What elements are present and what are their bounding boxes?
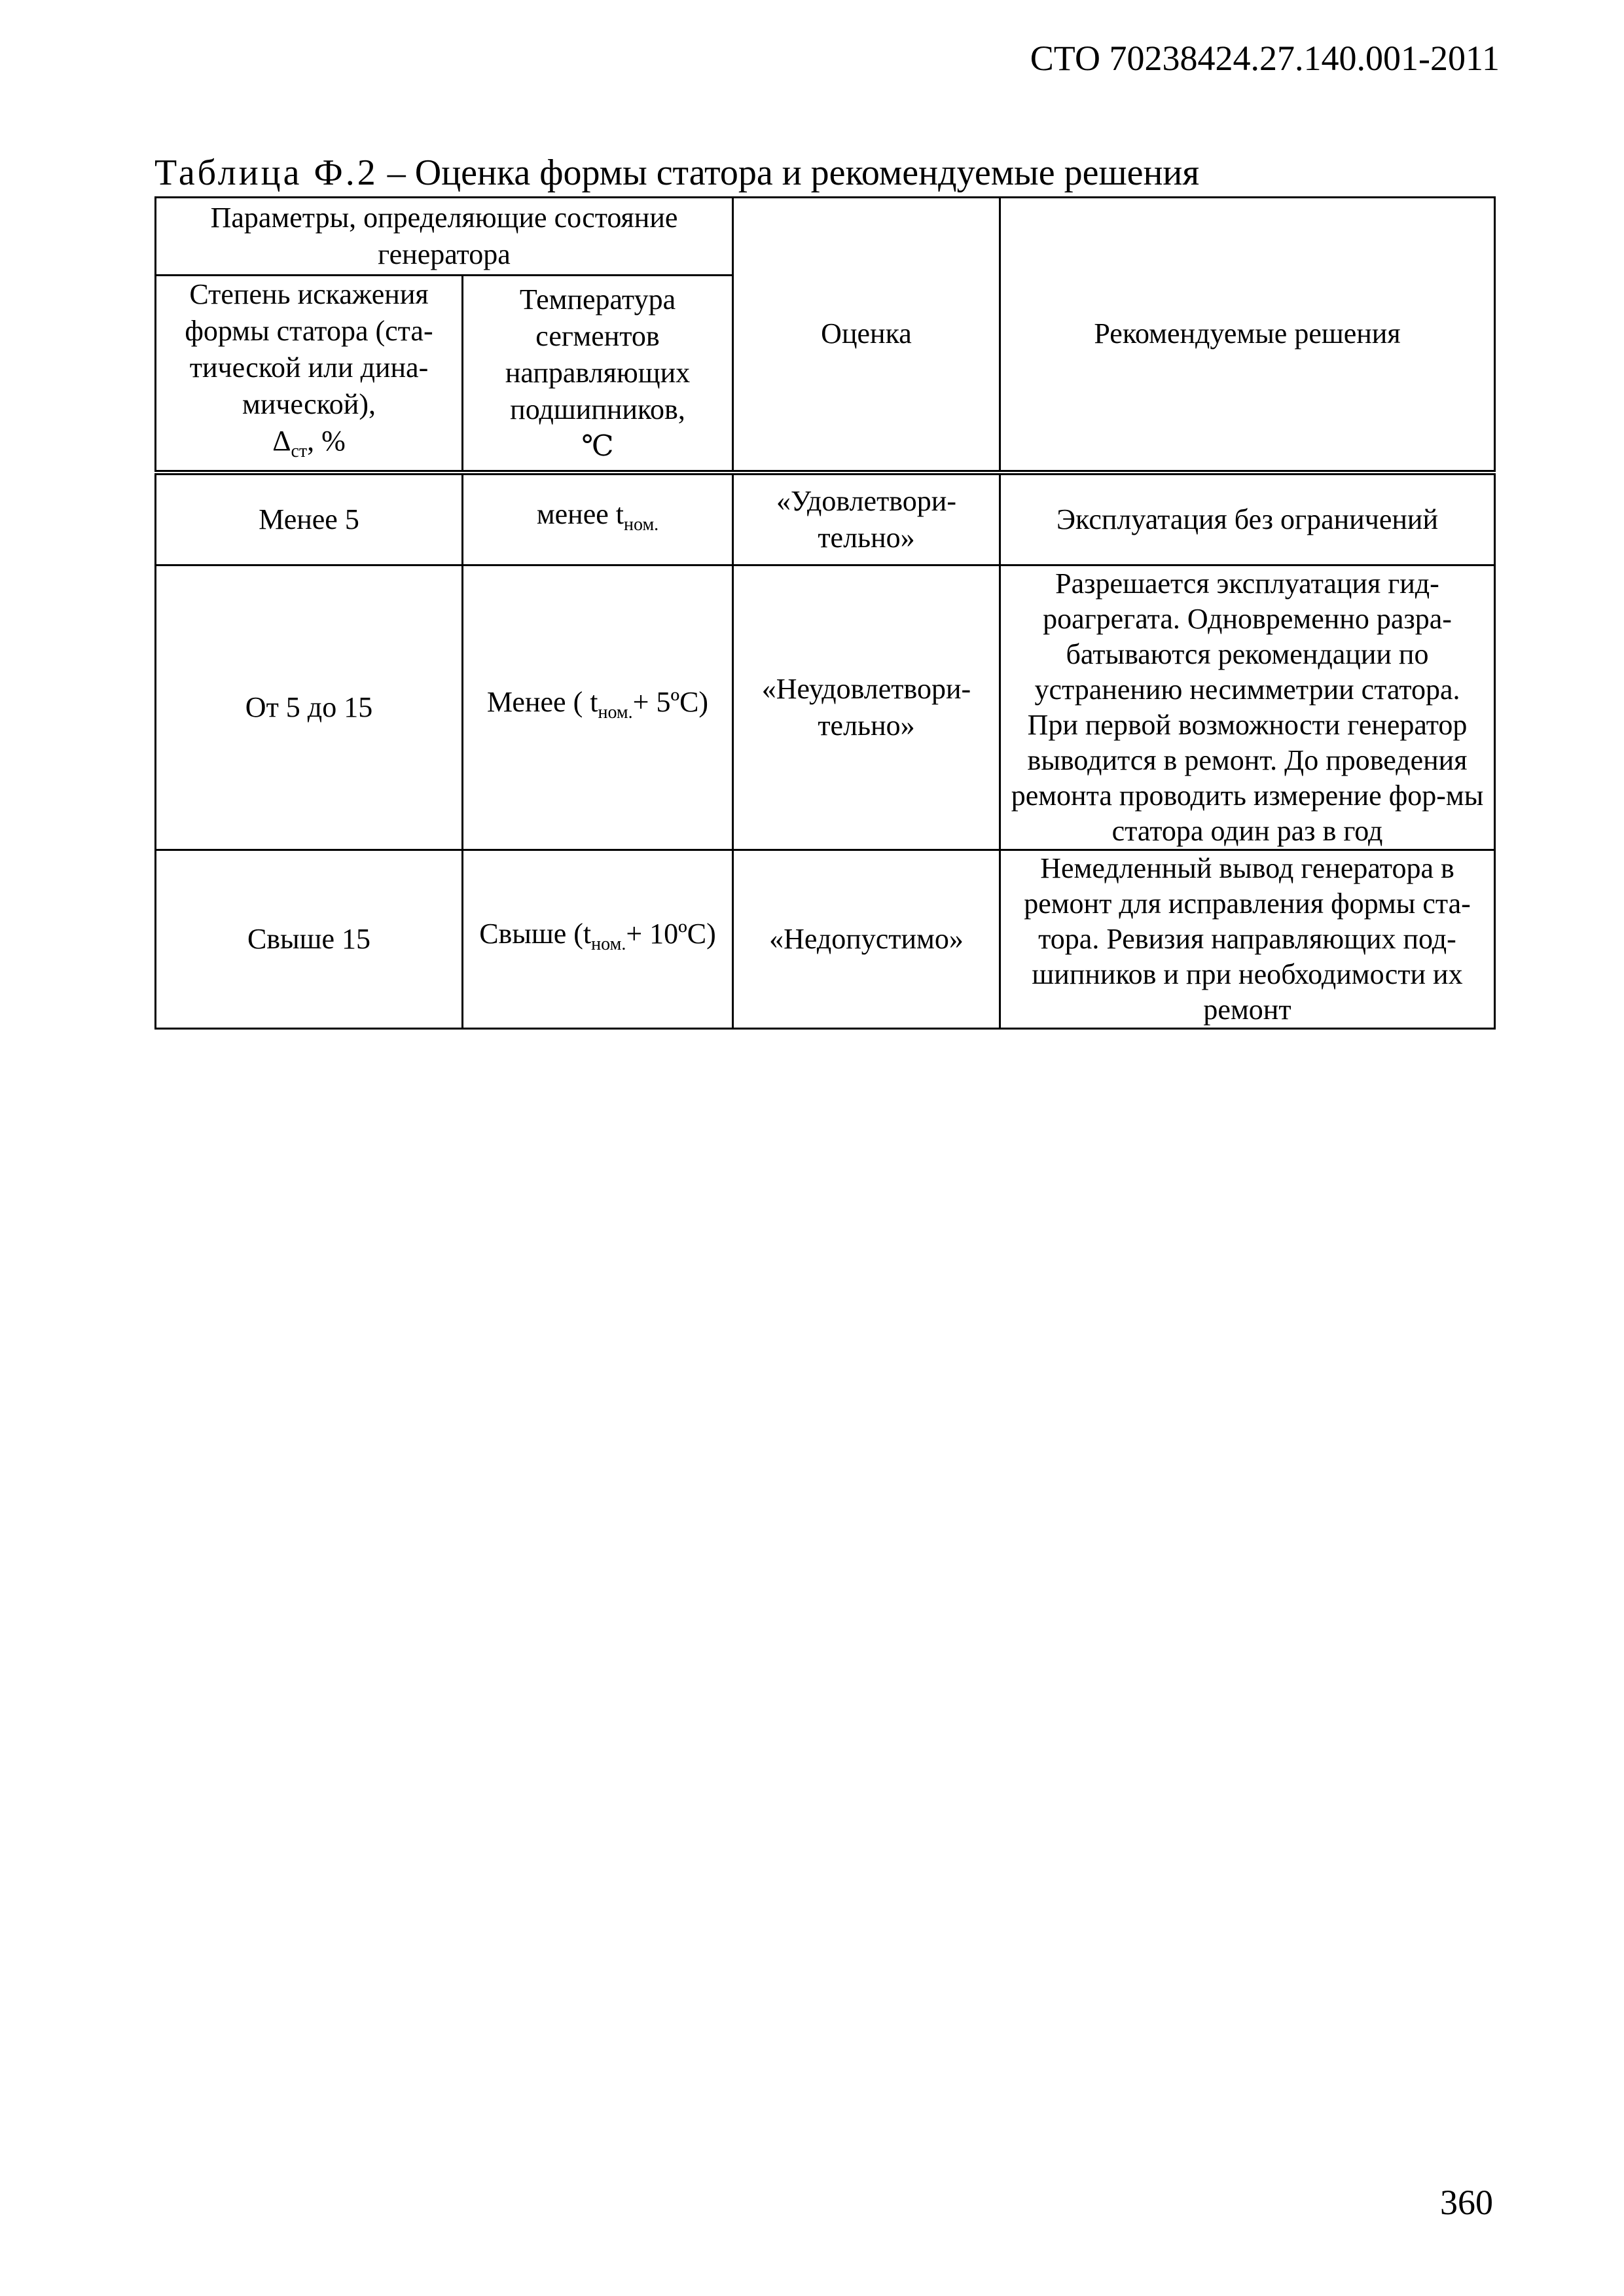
- temperature-suffix: + 5ºC): [632, 685, 709, 718]
- temperature-cell: [463, 565, 733, 850]
- delta-subscript: ст: [291, 440, 308, 461]
- delta-symbol: Δ: [272, 425, 291, 457]
- recommendation-cell: Разрешается эксплуатация гид-роагрегата. Одновременно разра-батываются рекомендации по устранению несимметрии статора. При первой возможности генератор выводится в ремонт. До проведения ремонта проводить измерение фор-мы статора один раз в год: [1000, 565, 1495, 850]
- assessment-header-cell: Оценка: [733, 198, 1000, 473]
- temperature-suffix: + 10ºC): [626, 917, 716, 950]
- assessment-cell: «Удовлетвори-тельно»: [733, 473, 1000, 565]
- caption-label: Таблица Ф.2: [154, 152, 378, 193]
- caption-text: – Оценка формы статора и рекомендуемые решения: [387, 152, 1200, 193]
- temperature-text: менее t: [536, 497, 624, 530]
- distortion-header-text: Степень искажения формы статора (ста-тической или дина-мической),: [185, 278, 433, 420]
- document-code: СТО 70238424.27.140.001-2011: [1030, 39, 1500, 78]
- table-caption: [154, 154, 1199, 191]
- distortion-cell: Менее 5: [156, 473, 463, 565]
- temperature-subscript: ном.: [598, 702, 633, 723]
- group-header-cell: Параметры, определяющие состояние генератора: [156, 198, 733, 276]
- distortion-cell: От 5 до 15: [156, 565, 463, 850]
- distortion-unit: , %: [307, 425, 346, 457]
- temperature-header-text: Температура сегментов направляющих подшипников,: [505, 283, 691, 425]
- distortion-cell: Свыше 15: [156, 850, 463, 1028]
- table-header-row: [156, 198, 1495, 276]
- temperature-unit: ℃: [581, 429, 614, 462]
- temperature-cell: [463, 850, 733, 1028]
- temperature-text: Менее ( t: [486, 685, 598, 718]
- temperature-cell: [463, 473, 733, 565]
- temperature-subscript: ном.: [624, 514, 659, 535]
- recommendation-cell: Эксплуатация без ограничений: [1000, 473, 1495, 565]
- page-number: 360: [1440, 2183, 1493, 2222]
- temperature-text: Свыше (t: [479, 917, 592, 950]
- assessment-cell: «Неудовлетвори-тельно»: [733, 565, 1000, 850]
- temperature-header-cell: [463, 276, 733, 473]
- recommendation-cell: Немедленный вывод генератора в ремонт для исправления формы ста-тора. Ревизия направляющих под-шипников и при необходимости их ремонт: [1000, 850, 1495, 1028]
- assessment-cell: «Недопустимо»: [733, 850, 1000, 1028]
- table-row: [156, 565, 1495, 850]
- distortion-header-cell: [156, 276, 463, 473]
- recommendation-header-cell: Рекомендуемые решения: [1000, 198, 1495, 473]
- table-row: [156, 473, 1495, 565]
- table-row: [156, 850, 1495, 1028]
- temperature-subscript: ном.: [591, 933, 626, 954]
- assessment-table: [154, 196, 1496, 1030]
